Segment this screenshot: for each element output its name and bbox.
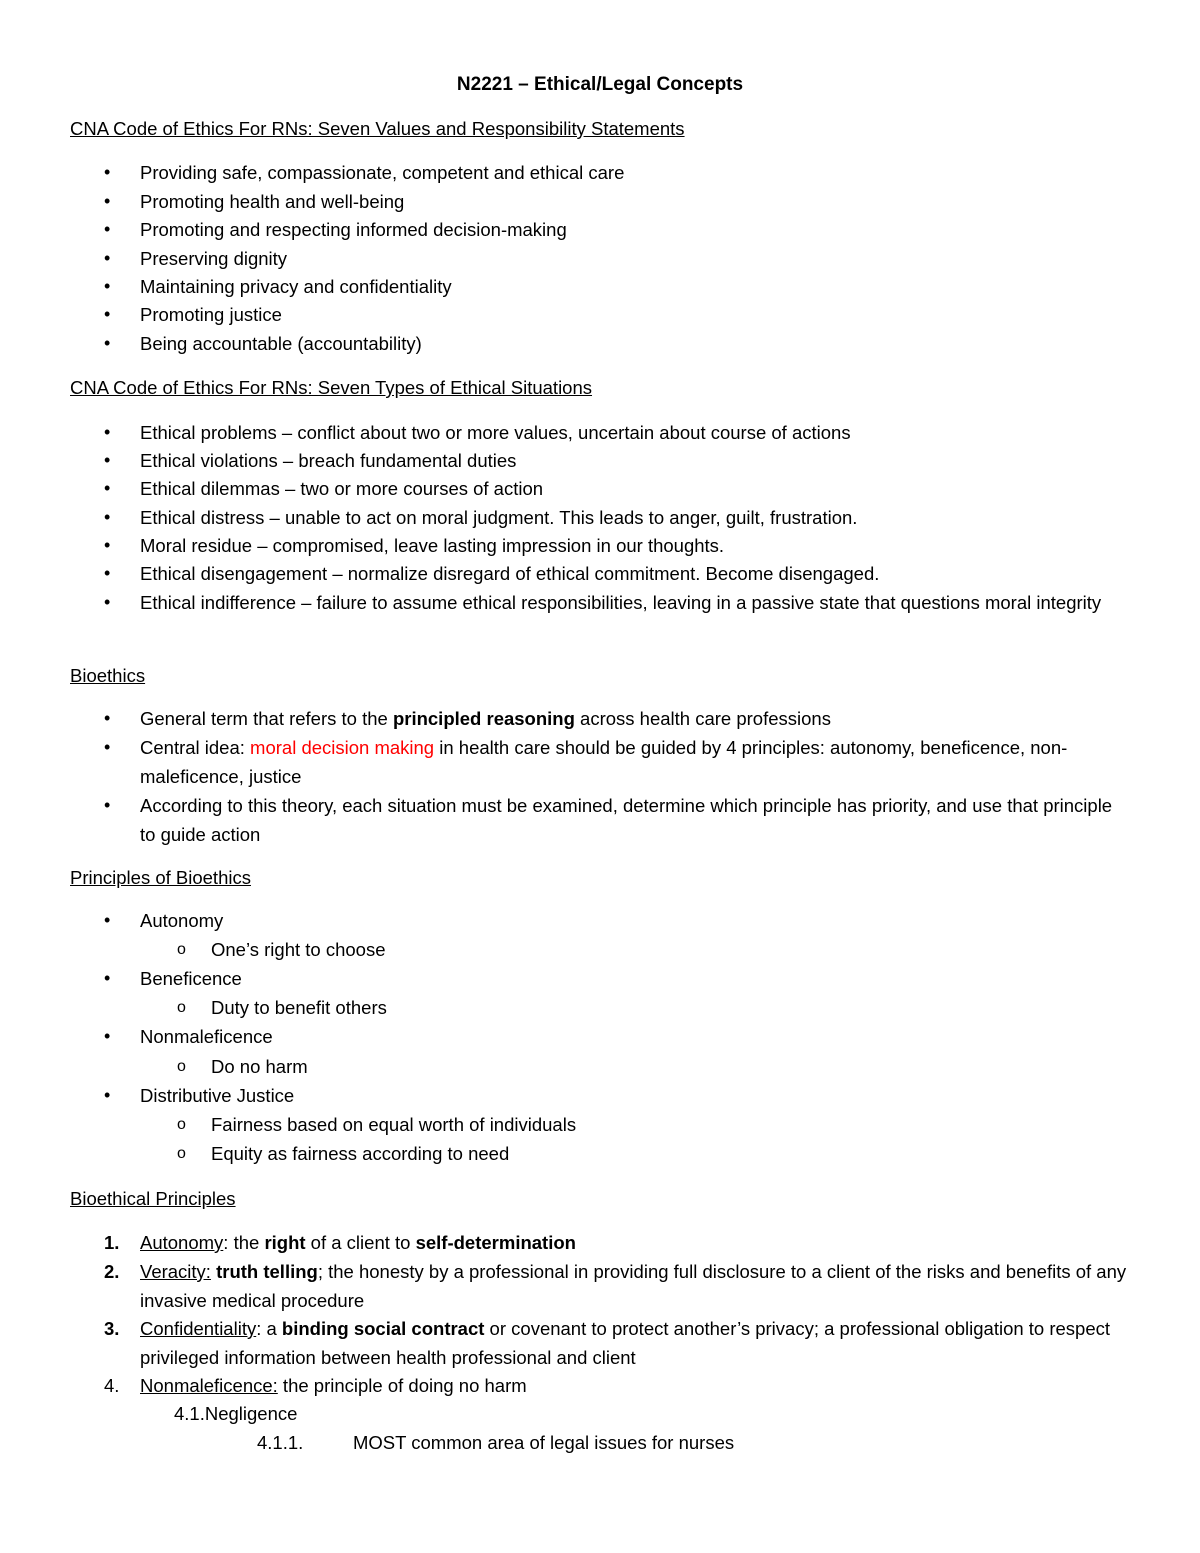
sub-list-item: o Equity as fairness according to need (211, 1139, 509, 1168)
numbered-item (104, 1257, 1130, 1315)
bold-text: binding social contract (281, 1318, 485, 1339)
list-item: • Nonmaleficence (140, 1022, 1130, 1051)
section-heading-principles: Principles of Bioethics (70, 867, 251, 888)
text-run: ; the honesty by a professional in providing full disclosure to a client of the risks and benefits of any invasive medical procedure (140, 1261, 1127, 1311)
term: Veracity: (140, 1261, 211, 1282)
item-number: 4. (104, 1375, 120, 1396)
list-item: • Promoting justice (140, 300, 1130, 329)
list-item: • Ethical dilemmas – two or more courses of action (140, 474, 1130, 503)
item-number: 4.1.1. (257, 1432, 304, 1453)
section-heading-bioethics: Bioethics (70, 665, 146, 686)
numbered-item (104, 1228, 1130, 1257)
list-item (140, 733, 1130, 791)
page-title: N2221 – Ethical/Legal Concepts (456, 74, 744, 95)
text-run: the principle of doing no harm (277, 1375, 527, 1396)
list-item: • Being accountable (accountability) (140, 329, 1130, 358)
text-run: across health care professions (574, 708, 831, 729)
nested-numbered-item (257, 1428, 735, 1457)
term: Confidentiality (140, 1318, 257, 1339)
sub-list-item: o Fairness based on equal worth of individuals (211, 1110, 576, 1139)
list-item: • Ethical violations – breach fundamental duties (140, 446, 1130, 475)
list-item: • Ethical indifference – failure to assume ethical responsibilities, leaving in a passive state that questions moral integrity (140, 588, 1130, 617)
list-item: • Preserving dignity (140, 244, 1130, 273)
list-item: • Beneficence (140, 964, 1130, 993)
item-number: 3. (104, 1318, 120, 1339)
nested-numbered-item (174, 1399, 297, 1428)
section-heading-situations: CNA Code of Ethics For RNs: Seven Types of Ethical Situations (70, 377, 593, 398)
text-run: MOST common area of legal issues for nurses (353, 1432, 735, 1453)
text-run: in health care should be guided by 4 principles: autonomy, beneficence, non-maleficence, justice (140, 737, 1068, 787)
bold-text: truth telling (216, 1261, 318, 1282)
numbered-item (104, 1371, 1130, 1400)
item-number: 2. (104, 1261, 120, 1282)
sub-list-item: o Do no harm (211, 1052, 308, 1081)
text-run: or covenant to protect another’s privacy; a professional obligation to respect privileged information between health professional and client (140, 1318, 1111, 1368)
list-item (140, 704, 1130, 733)
list-item: • Maintaining privacy and confidentiality (140, 272, 1130, 301)
list-item: • Promoting health and well-being (140, 187, 1130, 216)
section-heading-bioethical-principles: Bioethical Principles (70, 1188, 236, 1209)
bold-text: principled reasoning (392, 708, 575, 729)
list-item: • Moral residue – compromised, leave lasting impression in our thoughts. (140, 531, 1130, 560)
bold-text: self-determination (415, 1232, 576, 1253)
list-item: • Promoting and respecting informed decision-making (140, 215, 1130, 244)
list-item: • Ethical disengagement – normalize disregard of ethical commitment. Become disengaged. (140, 559, 1130, 588)
text-run: General term that refers to the (140, 708, 393, 729)
list-item: • According to this theory, each situation must be examined, determine which principle has priority, and use that principle to guide action (140, 791, 1130, 849)
text-run: : the (223, 1232, 265, 1253)
list-item: • Ethical problems – conflict about two or more values, uncertain about course of actions (140, 418, 1130, 447)
bold-text: right (264, 1232, 306, 1253)
list-item: • Autonomy (140, 906, 1130, 935)
list-item: • Providing safe, compassionate, competent and ethical care (140, 158, 1130, 187)
term: Nonmaleficence: (140, 1375, 278, 1396)
sub-list-item: o One’s right to choose (211, 935, 386, 964)
item-number: 4.1. (174, 1403, 205, 1424)
text-run: of a client to (305, 1232, 416, 1253)
numbered-item (104, 1314, 1130, 1372)
item-number: 1. (104, 1232, 120, 1253)
section-heading-values: CNA Code of Ethics For RNs: Seven Values and Responsibility Statements (70, 118, 685, 139)
text-run: Negligence (204, 1403, 298, 1424)
list-item: • Ethical distress – unable to act on moral judgment. This leads to anger, guilt, frustration. (140, 503, 1130, 532)
highlighted-text: moral decision making (250, 737, 435, 758)
sub-list-item: o Duty to benefit others (211, 993, 387, 1022)
text-run: Central idea: (140, 737, 251, 758)
list-item: • Distributive Justice (140, 1081, 1130, 1110)
term: Autonomy (140, 1232, 224, 1253)
text-run: : a (256, 1318, 282, 1339)
